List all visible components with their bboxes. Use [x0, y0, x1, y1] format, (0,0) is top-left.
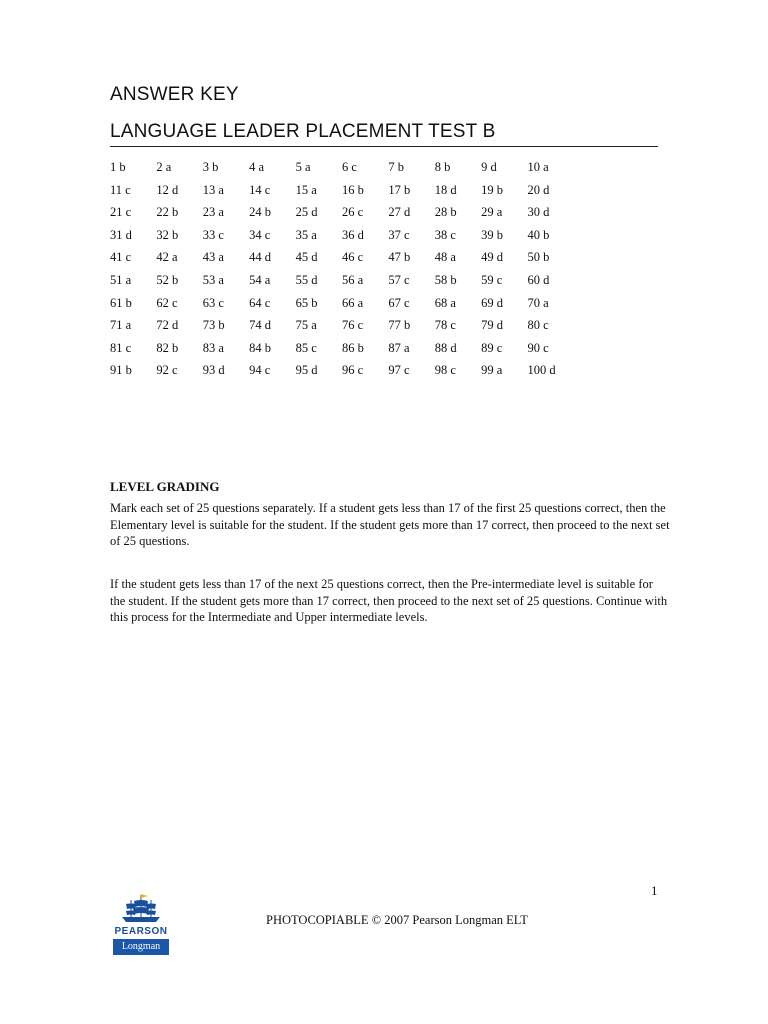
answer-cell: 98 c	[434, 363, 456, 378]
answer-cell: 57 c	[388, 272, 410, 287]
answer-cell: 99 a	[481, 363, 503, 378]
answer-cell: 83 a	[202, 340, 224, 355]
answer-cell: 51 a	[110, 272, 132, 287]
grading-paragraph-1: Mark each set of 25 questions separately. If a student gets less than 17 of the first 25 questions correct, then the Elementary level is suitable for the student. If the student gets more than 17 correct, then proceed to the next set of 25 questions.	[110, 501, 670, 549]
answer-cell: 15 a	[295, 182, 317, 197]
answer-cell: 96 c	[341, 363, 364, 378]
answer-row	[110, 363, 574, 386]
answer-cell: 16 b	[341, 182, 364, 197]
answer-row	[110, 205, 574, 228]
page-number: 1	[651, 883, 658, 898]
answer-cell: 52 b	[156, 272, 179, 287]
answer-row	[110, 250, 574, 273]
answer-cell: 33 c	[202, 227, 224, 242]
answer-cell: 39 b	[481, 227, 503, 242]
answer-cell: 46 c	[341, 250, 364, 265]
answer-cell: 95 d	[295, 363, 318, 378]
answer-cell: 97 c	[388, 363, 410, 378]
answer-cell: 91 b	[110, 363, 132, 378]
logo-longman-text: Longman	[113, 939, 169, 955]
answer-cell: 20 d	[527, 182, 550, 197]
answer-cell: 55 d	[295, 272, 318, 287]
answer-cell: 94 c	[249, 363, 271, 378]
answer-cell: 30 d	[527, 205, 550, 220]
answer-cell: 60 d	[527, 272, 550, 287]
answer-cell: 81 c	[110, 340, 132, 355]
answer-cell: 76 c	[341, 318, 364, 333]
test-title: LANGUAGE LEADER PLACEMENT TEST B	[110, 121, 496, 142]
answer-cell: 48 a	[434, 250, 456, 265]
answer-cell: 71 a	[110, 318, 132, 333]
answer-cell: 42 a	[156, 250, 178, 265]
answer-cell: 32 b	[156, 227, 179, 242]
answer-cell: 82 b	[156, 340, 179, 355]
answer-cell: 44 d	[249, 250, 272, 265]
answer-cell: 63 c	[202, 295, 224, 310]
answer-cell: 78 c	[434, 318, 456, 333]
level-grading-heading: LEVEL GRADING	[110, 479, 220, 494]
answer-cell: 43 a	[202, 250, 224, 265]
answer-cell: 72 d	[156, 318, 179, 333]
answer-cell: 3 b	[202, 160, 219, 174]
answer-cell: 73 b	[202, 318, 225, 333]
answer-cell: 58 b	[434, 272, 457, 287]
answer-row	[110, 318, 574, 341]
answer-cell: 14 c	[249, 182, 271, 197]
answer-cell: 17 b	[388, 182, 411, 197]
title-divider	[110, 146, 658, 147]
answer-cell: 64 c	[249, 295, 271, 310]
answer-cell: 85 c	[295, 340, 317, 355]
ship-icon	[112, 893, 170, 923]
answer-cell: 84 b	[249, 340, 272, 355]
pearson-longman-logo	[112, 893, 170, 955]
answer-cell: 19 b	[481, 182, 503, 197]
answer-cell: 53 a	[202, 272, 224, 287]
answer-cell: 62 c	[156, 295, 178, 310]
answer-key-title: ANSWER KEY	[110, 84, 239, 105]
answer-cell: 6 c	[341, 160, 357, 174]
answer-cell: 10 a	[527, 160, 549, 174]
answer-cell: 93 d	[202, 363, 225, 378]
answer-cell: 13 a	[202, 182, 224, 197]
answer-cell: 90 c	[527, 340, 549, 355]
answer-cell: 35 a	[295, 227, 317, 242]
answer-cell: 65 b	[295, 295, 318, 310]
answer-cell: 74 d	[249, 318, 272, 333]
answer-cell: 70 a	[527, 295, 549, 310]
answer-cell: 34 c	[249, 227, 271, 242]
answer-cell: 1 b	[110, 160, 126, 174]
logo-pearson-text: PEARSON	[114, 926, 168, 937]
answer-cell: 29 a	[481, 205, 503, 220]
answer-cell: 8 b	[434, 160, 451, 174]
grading-paragraph-2: If the student gets less than 17 of the next 25 questions correct, then the Pre-intermediate level is suitable for the student. If the student gets more than 17 correct, then proceed to the next set of 25 questions. Continue with this process for the Intermediate and Upper intermediate levels.	[110, 577, 668, 625]
answer-cell: 59 c	[481, 272, 503, 287]
answer-cell: 80 c	[527, 318, 549, 333]
answer-cell: 12 d	[156, 182, 179, 197]
answer-cell: 47 b	[388, 250, 411, 265]
answer-cell: 11 c	[110, 182, 131, 197]
answer-cell: 68 a	[434, 295, 456, 310]
answer-cell: 41 c	[110, 250, 132, 265]
copyright-notice: PHOTOCOPIABLE © 2007 Pearson Longman ELT	[266, 913, 528, 927]
answer-cell: 9 d	[481, 160, 497, 174]
answer-cell: 36 d	[341, 227, 364, 242]
answer-row	[110, 160, 574, 183]
answer-cell: 79 d	[481, 318, 503, 333]
answer-cell: 86 b	[341, 340, 364, 355]
answer-cell: 54 a	[249, 272, 271, 287]
answer-row	[110, 341, 574, 364]
answer-cell: 66 a	[341, 295, 364, 310]
answer-row	[110, 183, 574, 206]
answer-cell: 37 c	[388, 227, 410, 242]
answer-row	[110, 296, 574, 319]
answer-cell: 4 a	[249, 160, 265, 174]
answer-cell: 75 a	[295, 318, 317, 333]
answer-cell: 49 d	[481, 250, 503, 265]
answer-cell: 22 b	[156, 205, 179, 220]
answer-grid	[110, 160, 574, 386]
answer-cell: 87 a	[388, 340, 410, 355]
answer-row	[110, 228, 574, 251]
answer-cell: 2 a	[156, 160, 172, 174]
answer-cell: 7 b	[388, 160, 404, 174]
answer-cell: 40 b	[527, 227, 550, 242]
answer-cell: 31 d	[110, 227, 132, 242]
answer-cell: 27 d	[388, 205, 411, 220]
answer-cell: 28 b	[434, 205, 457, 220]
answer-cell: 88 d	[434, 340, 457, 355]
answer-cell: 56 a	[341, 272, 364, 287]
answer-row	[110, 273, 574, 296]
answer-cell: 67 c	[388, 295, 410, 310]
answer-cell: 50 b	[527, 250, 550, 265]
answer-cell: 18 d	[434, 182, 457, 197]
answer-cell: 26 c	[341, 205, 364, 220]
answer-cell: 5 a	[295, 160, 311, 174]
answer-cell: 38 c	[434, 227, 456, 242]
answer-cell: 100 d	[527, 363, 556, 378]
answer-cell: 92 c	[156, 363, 178, 378]
answer-cell: 21 c	[110, 205, 132, 220]
answer-cell: 77 b	[388, 318, 411, 333]
answer-cell: 61 b	[110, 295, 132, 310]
answer-cell: 25 d	[295, 205, 318, 220]
answer-cell: 69 d	[481, 295, 503, 310]
answer-cell: 89 c	[481, 340, 503, 355]
answer-cell: 24 b	[249, 205, 272, 220]
answer-cell: 45 d	[295, 250, 318, 265]
answer-cell: 23 a	[202, 205, 224, 220]
